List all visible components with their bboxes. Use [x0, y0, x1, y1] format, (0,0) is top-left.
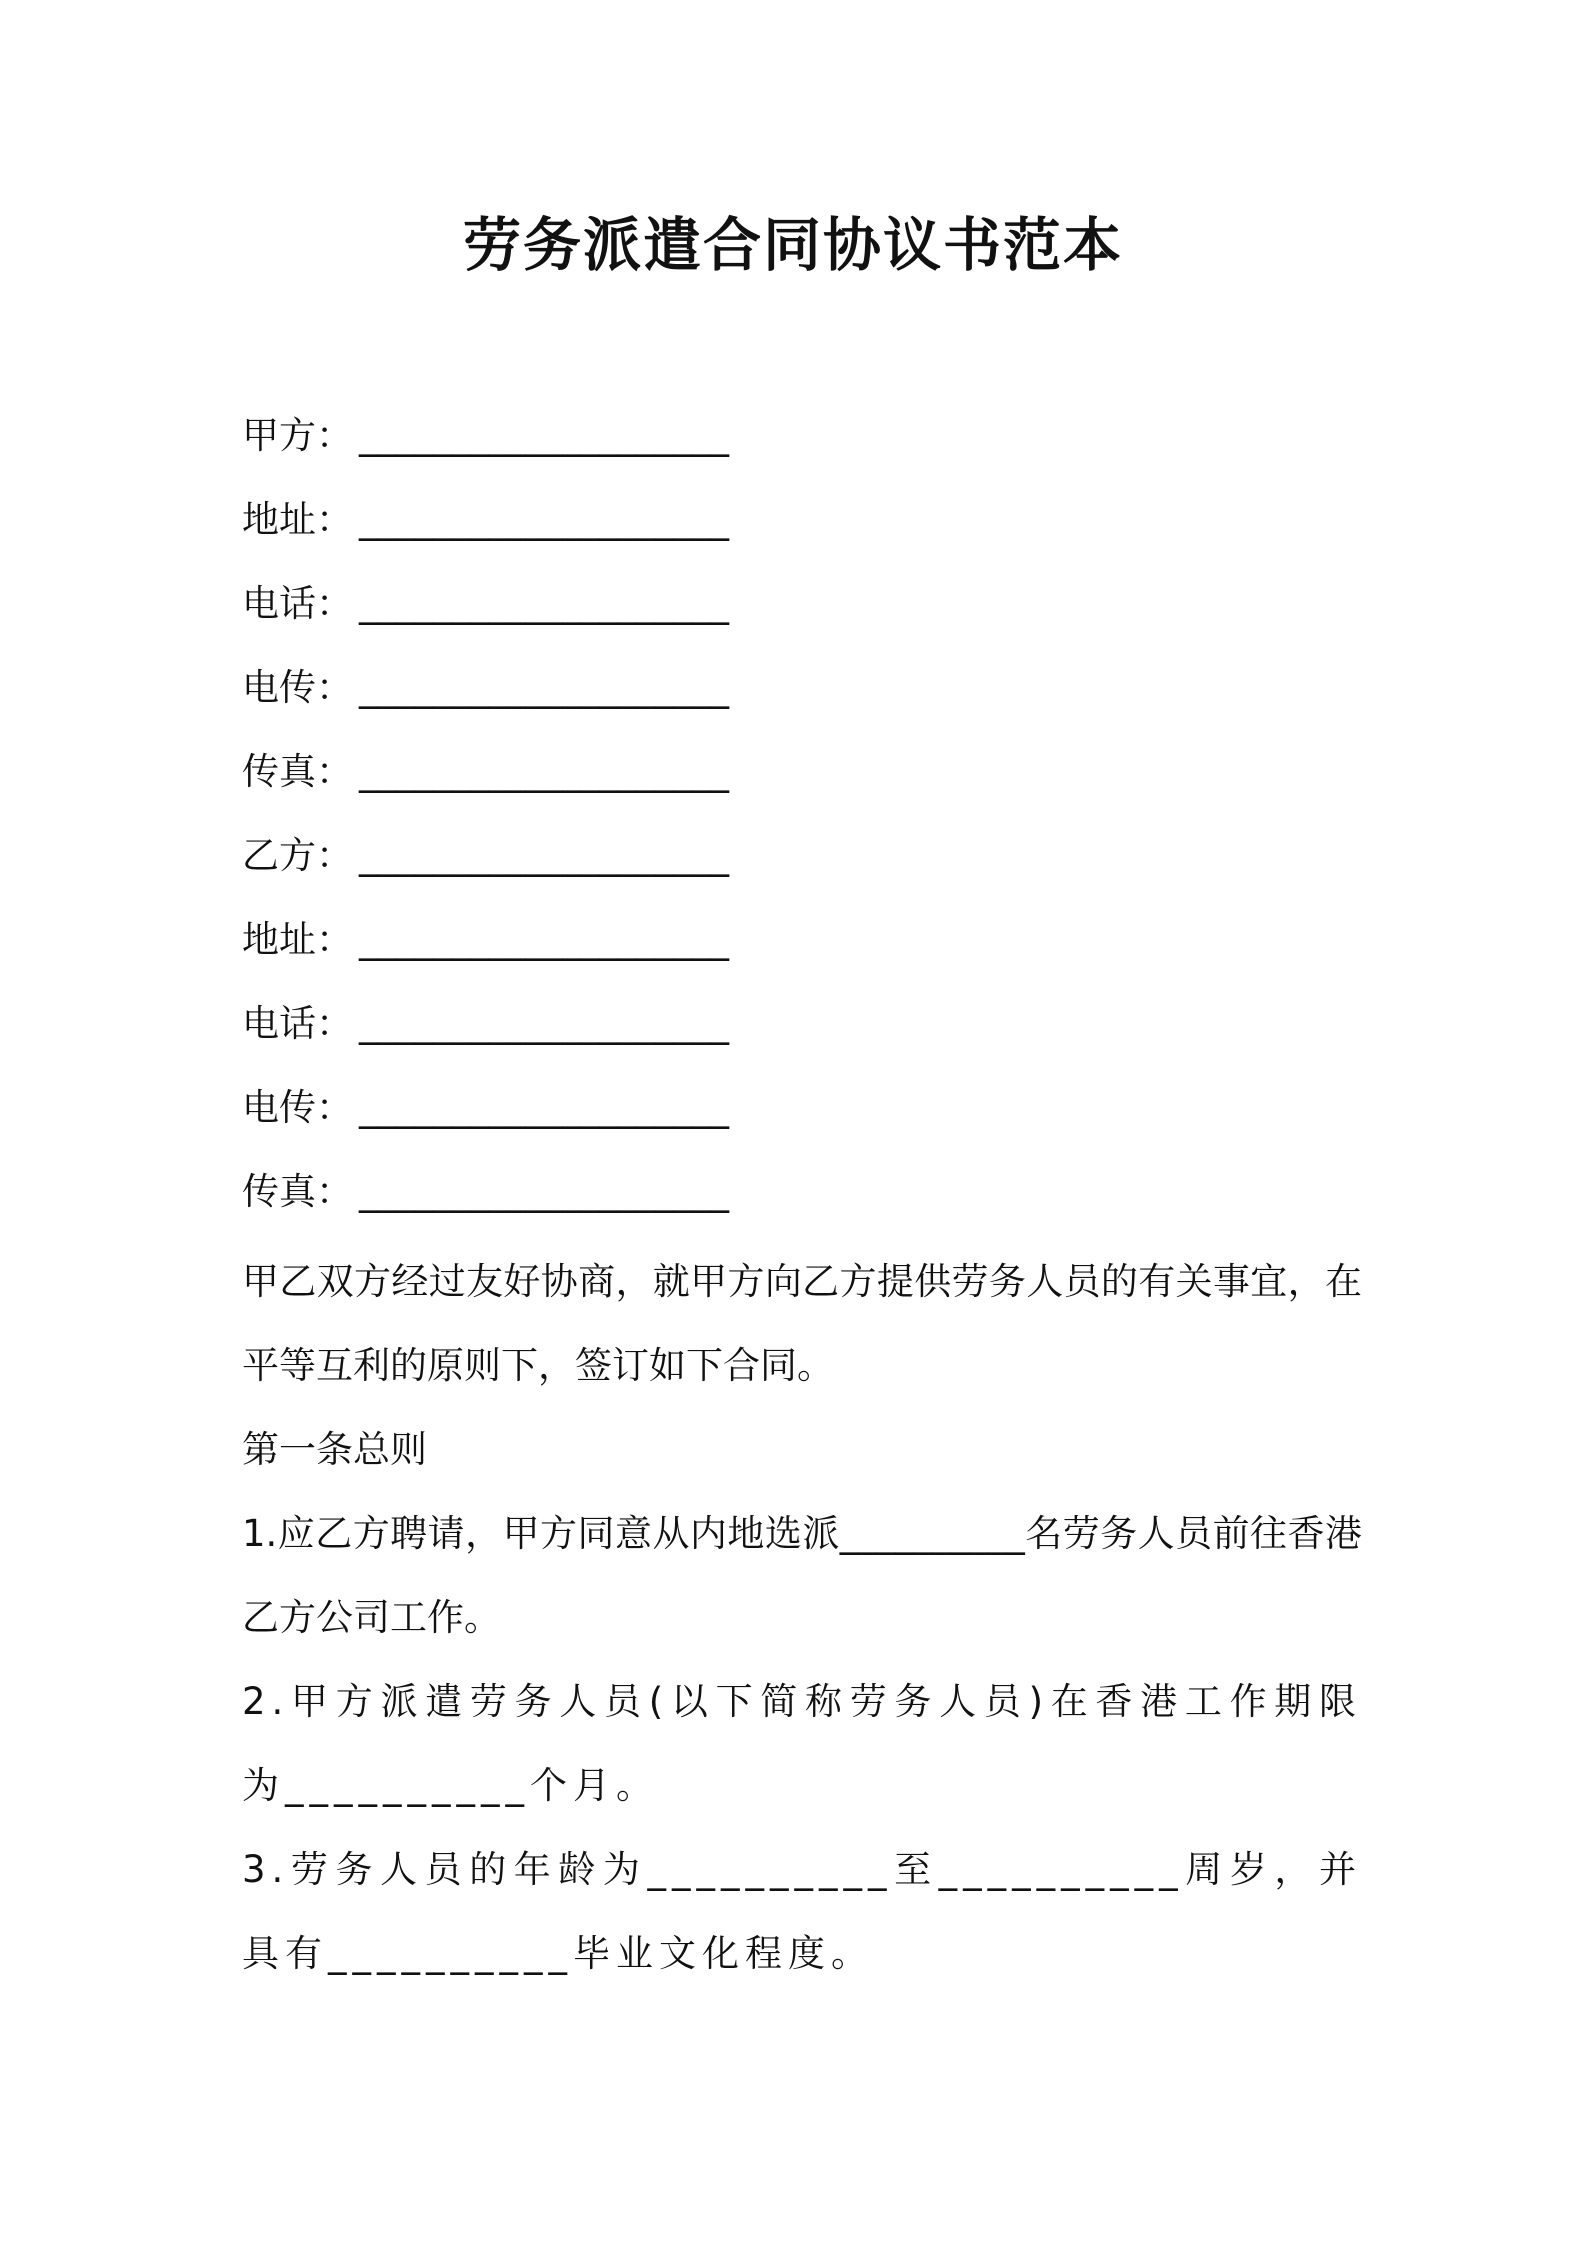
document-title: 劳务派遣合同协议书范本	[462, 211, 1123, 279]
field-party-a	[242, 400, 1362, 484]
party-info-fields	[242, 400, 1362, 1240]
field-blank: ____________________	[359, 666, 729, 709]
clause-1: 1.应乙方聘请，甲方同意从内地选派__________名劳务人员前往香港乙方公司工作。	[242, 1512, 1362, 1639]
field-label: 地址：	[242, 918, 353, 961]
field-label: 传真：	[242, 750, 353, 793]
field-party-b-phone	[242, 988, 1362, 1072]
field-blank: ____________________	[359, 918, 729, 961]
field-blank: ____________________	[359, 498, 729, 541]
field-blank: ____________________	[359, 750, 729, 793]
field-blank: ____________________	[359, 834, 729, 877]
field-party-b-telex	[242, 1072, 1362, 1156]
field-label: 传真：	[242, 1170, 353, 1213]
field-blank: ____________________	[359, 1170, 729, 1213]
field-blank: ____________________	[359, 582, 729, 625]
field-label: 电传：	[242, 666, 353, 709]
field-party-a-phone	[242, 568, 1362, 652]
field-blank: ____________________	[359, 1002, 729, 1045]
field-blank: ____________________	[359, 414, 729, 457]
field-party-a-fax	[242, 736, 1362, 820]
field-blank: ____________________	[359, 1086, 729, 1129]
field-label: 乙方：	[242, 834, 353, 877]
field-party-a-telex	[242, 652, 1362, 736]
field-party-b	[242, 820, 1362, 904]
field-label: 电话：	[242, 1002, 353, 1045]
clause-3: 3.劳务人员的年龄为__________至__________周岁，并具有__________毕业文化程度。	[242, 1848, 1362, 1975]
field-label: 地址：	[242, 498, 353, 541]
intro-paragraph: 甲乙双方经过友好协商，就甲方向乙方提供劳务人员的有关事宜，在平等互利的原则下，签订如下合同。	[242, 1260, 1362, 1387]
field-label: 甲方：	[242, 414, 353, 457]
contract-body	[242, 1240, 1362, 1996]
field-label: 电话：	[242, 582, 353, 625]
section-heading: 第一条总则	[242, 1428, 427, 1471]
field-party-a-address	[242, 484, 1362, 568]
field-party-b-fax	[242, 1156, 1362, 1240]
clause-2: 2.甲方派遣劳务人员(以下简称劳务人员)在香港工作期限为__________个月。	[242, 1680, 1362, 1807]
field-label: 电传：	[242, 1086, 353, 1129]
field-party-b-address	[242, 904, 1362, 988]
